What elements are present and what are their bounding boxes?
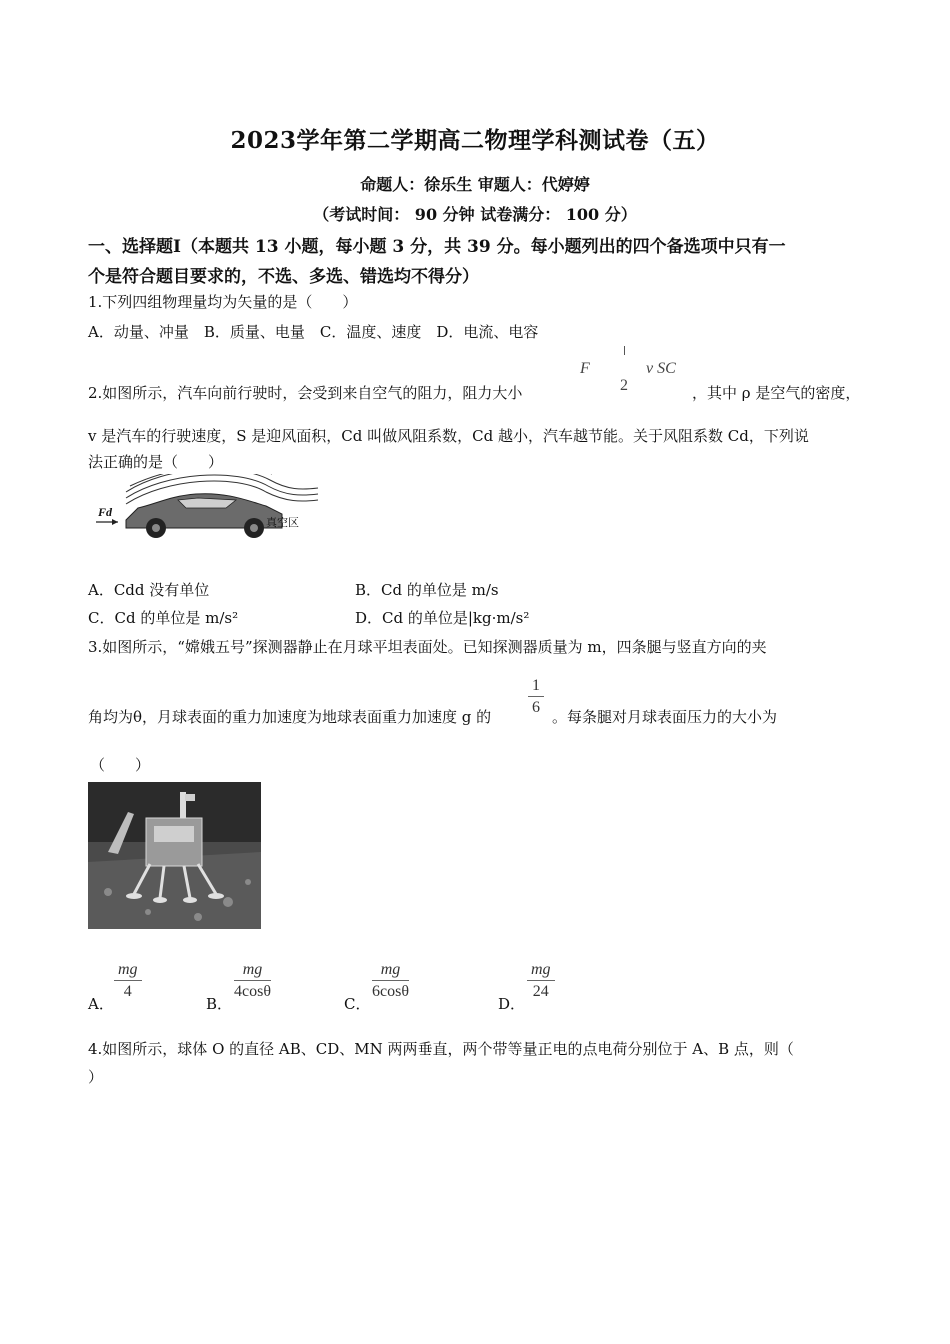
q3-line2-a: 角均为θ，月球表面的重力加速度为地球表面重力加速度 g 的 xyxy=(88,708,492,726)
page-title: 2023学年第二学期高二物理学科测试卷（五） xyxy=(230,127,720,154)
q3-option-a-label: A． xyxy=(88,995,114,1013)
q2-formula-tick xyxy=(624,346,625,355)
q3-option-c-frac: $\frac{mg}{6\cos\theta}$ xyxy=(372,961,409,1000)
q3-option-d-frac: $\frac{mg}{24}$ xyxy=(527,960,555,1003)
q3-option-d-label: D． xyxy=(498,995,526,1013)
q2-formula-vsc: v SC xyxy=(646,360,676,377)
section-heading-line1: 一、选择题Ⅰ（本题共 13 小题，每小题 3 分，共 39 分。每小题列出的四个备选项中只有一 xyxy=(88,237,786,257)
q1-options: A．动量、冲量 B．质量、电量 C．温度、速度 D．电流、电容 xyxy=(88,323,539,341)
q4-line1: 4.如图所示，球体 O 的直径 AB、CD、MN 两两垂直，两个带等量正电的点电荷分别位于 A、B 点，则（ xyxy=(88,1040,794,1058)
q2-option-c: C．Cd 的单位是 m/s² xyxy=(88,609,239,627)
authors-line: 命题人：徐乐生 审题人：代婷婷 xyxy=(360,175,590,194)
force-label: Fd xyxy=(98,505,113,519)
exam-info: （考试时间： 90 分钟 试卷满分： 100 分） xyxy=(313,205,637,224)
car-airflow-figure xyxy=(86,474,326,554)
q2-line2: v 是汽车的行驶速度，S 是迎风面积，Cd 叫做风阻系数，Cd 越小，汽车越节能。关于风阻系数 Cd，下列说 xyxy=(88,427,809,445)
section-heading-line2: 个是符合题目要求的，不选、多选、错选均不得分） xyxy=(88,267,479,287)
q3-option-b-frac: $\frac{mg}{4\cos\theta}$ xyxy=(234,961,271,1000)
q2-option-a: A．Cdd 没有单位 xyxy=(88,581,210,599)
q2-option-b: B．Cd 的单位是 m/s xyxy=(355,581,499,599)
q2-option-d: D．Cd 的单位是|kg·m/s² xyxy=(355,609,530,627)
q2-stem-a: 2.如图所示，汽车向前行驶时，会受到来自空气的阻力，阻力大小 xyxy=(88,384,523,402)
vacuum-zone-label: 真空区 xyxy=(266,516,299,529)
q2-line3: 法正确的是（ ） xyxy=(88,453,224,471)
q2-stem-b: ，其中 ρ 是空气的密度， xyxy=(692,384,861,402)
lander-photo xyxy=(88,782,261,929)
q3-option-a-frac: $\frac{mg}{4}$ xyxy=(114,960,142,1003)
q4-line2: ） xyxy=(88,1068,104,1086)
q2-formula-2: 2 xyxy=(620,377,628,394)
q2-formula-F: F xyxy=(580,360,590,377)
q3-one-sixth: $\frac{1}{6}$ xyxy=(528,676,544,719)
q3-option-c-label: C． xyxy=(344,995,371,1013)
q3-option-b-label: B． xyxy=(206,995,233,1013)
q1-stem: 1.下列四组物理量均为矢量的是（ ） xyxy=(88,293,358,311)
q3-line1: 3.如图所示，“嫦娥五号”探测器静止在月球平坦表面处。已知探测器质量为 m，四条腿与竖直方向的夹 xyxy=(88,638,767,656)
q3-bracket: （ ） xyxy=(90,756,151,774)
q3-line2-b: 。每条腿对月球表面压力的大小为 xyxy=(552,708,778,726)
